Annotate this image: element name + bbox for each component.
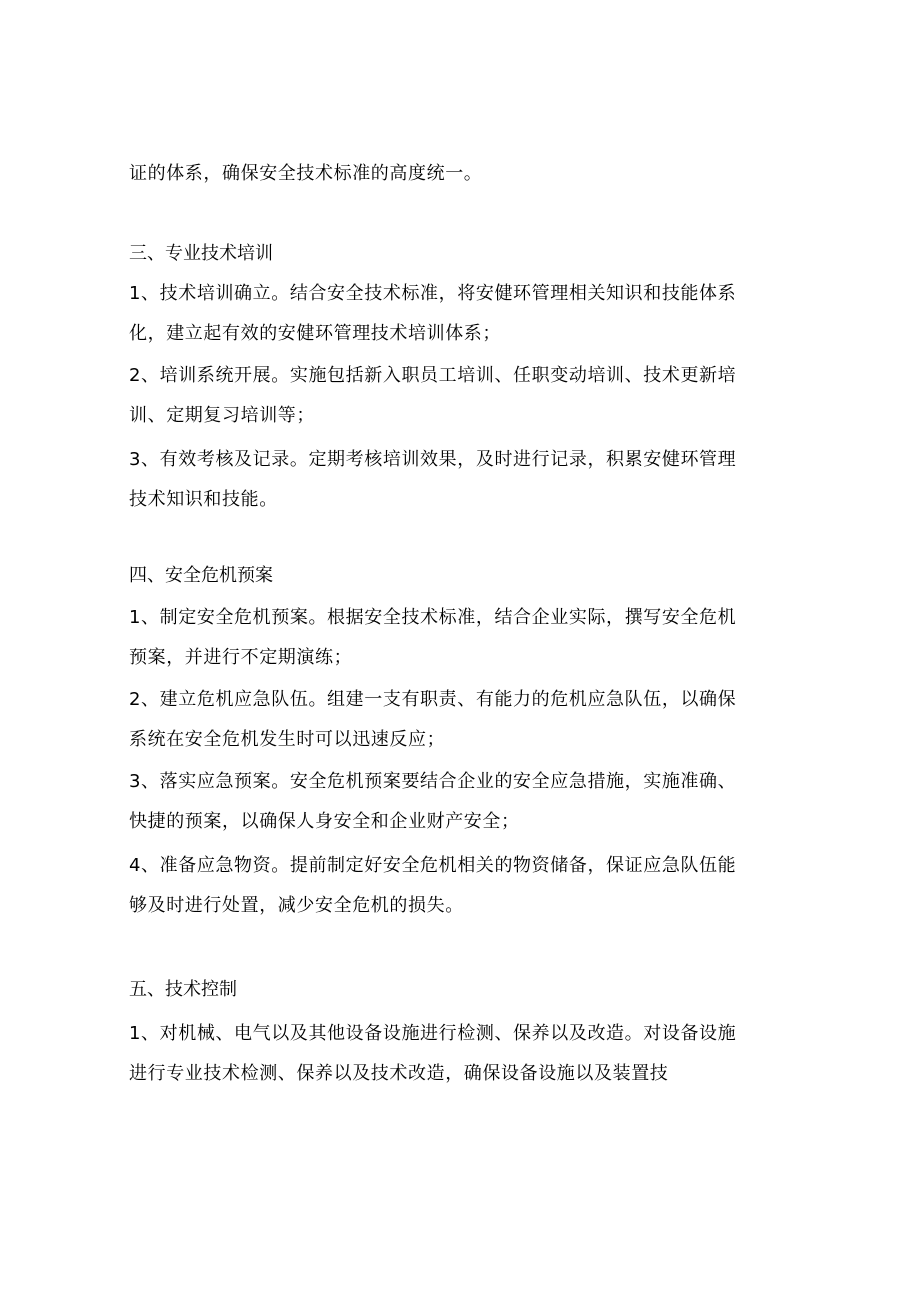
section-4-item-2: [129, 680, 789, 760]
item-line: 1、技术培训确立。结合安全技术标准，将安健环管理相关知识和技能体系: [129, 283, 737, 304]
item-line: 2、建立危机应急队伍。组建一支有职责、有能力的危机应急队伍，以确保: [129, 689, 737, 710]
item-line: 4、准备应急物资。提前制定好安全危机相关的物资储备，保证应急队伍能: [129, 855, 737, 876]
section-5: [129, 970, 789, 1010]
item-line: 2、培训系统开展。实施包括新入职员工培训、任职变动培训、技术更新培: [129, 365, 737, 386]
intro-paragraph: [129, 154, 789, 194]
section-3: [129, 234, 789, 274]
item-line: 化，建立起有效的安健环管理技术培训体系；: [129, 323, 501, 344]
section-3-item-2: [129, 356, 789, 436]
section-3-title: 三、专业技术培训: [129, 243, 273, 264]
item-line: 快捷的预案，以确保人身安全和企业财产安全；: [129, 811, 520, 832]
item-line: 系统在安全危机发生时可以迅速反应；: [129, 729, 446, 750]
section-4-item-3: [129, 762, 789, 842]
item-line: 技术知识和技能。: [129, 489, 278, 510]
section-5-title: 五、技术控制: [129, 979, 237, 1000]
item-line: 3、落实应急预案。安全危机预案要结合企业的安全应急措施，实施准确、: [129, 771, 737, 792]
item-line: 够及时进行处置，减少安全危机的损失。: [129, 895, 464, 916]
section-5-item-1: [129, 1014, 789, 1094]
section-4-item-4: [129, 846, 789, 926]
item-line: 预案，并进行不定期演练；: [129, 647, 353, 668]
item-line: 1、对机械、电气以及其他设备设施进行检测、保养以及改造。对设备设施: [129, 1023, 737, 1044]
section-4: [129, 556, 789, 596]
item-line: 1、制定安全危机预案。根据安全技术标准，结合企业实际，撰写安全危机: [129, 607, 737, 628]
item-line: 3、有效考核及记录。定期考核培训效果，及时进行记录，积累安健环管理: [129, 449, 737, 470]
intro-line: 证的体系，确保安全技术标准的高度统一。: [129, 163, 483, 184]
section-3-item-3: [129, 440, 789, 520]
section-4-item-1: [129, 598, 789, 678]
section-3-item-1: [129, 274, 789, 354]
section-4-title: 四、安全危机预案: [129, 565, 273, 586]
item-line: 训、定期复习培训等；: [129, 405, 315, 426]
item-line: 进行专业技术检测、保养以及技术改造，确保设备设施以及装置技: [129, 1063, 669, 1084]
